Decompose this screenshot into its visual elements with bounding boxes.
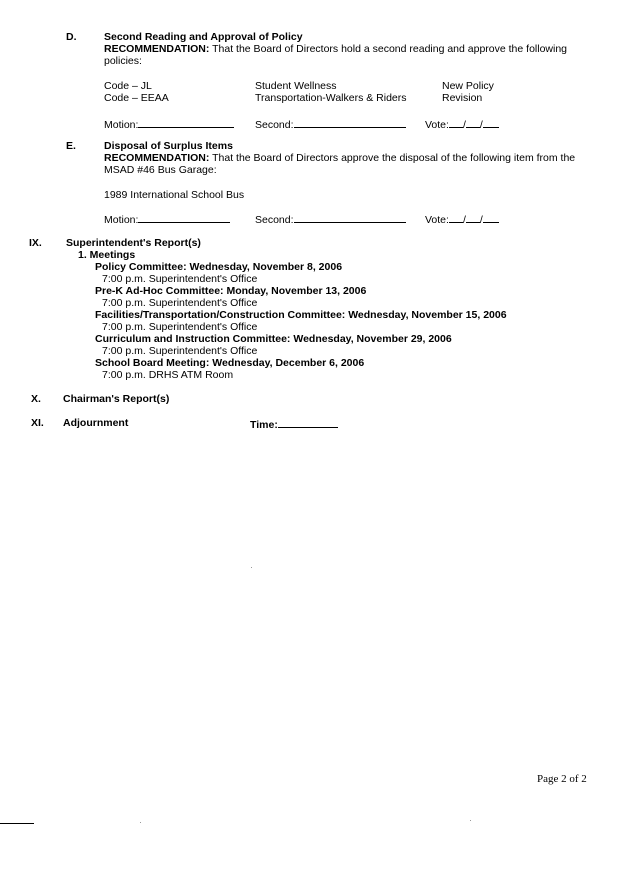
scan-mark [0,823,34,824]
meeting-detail: 7:00 p.m. Superintendent's Office [102,297,258,309]
meeting-title: Facilities/Transportation/Construction Committee: Wednesday, November 15, 2006 [95,309,507,321]
section-e-recommendation [104,152,575,164]
vote-separator: / [479,214,483,226]
motion-field [104,117,234,131]
scan-speck [251,567,252,568]
vote-separator: / [462,119,466,131]
second-blank [294,117,406,128]
meeting-detail: 7:00 p.m. Superintendent's Office [102,273,258,285]
second-field [255,212,406,226]
recommendation-label: RECOMMENDATION: [104,152,210,164]
page-number: Page 2 of 2 [537,773,587,785]
policy-status: New Policy [442,80,494,92]
vote-blank [449,117,463,128]
meeting-detail: 7:00 p.m. Superintendent's Office [102,321,258,333]
policy-name: Transportation-Walkers & Riders [255,92,407,104]
section-ix-numeral: IX. [29,237,42,249]
section-d-letter: D. [66,31,77,43]
policy-code: Code – JL [104,80,152,92]
vote-field [425,212,499,226]
section-d-recommendation [104,43,567,55]
motion-label: Motion: [104,214,139,226]
recommendation-label: RECOMMENDATION: [104,43,210,55]
section-x-title: Chairman's Report(s) [63,393,170,405]
motion-blank [138,117,234,128]
vote-label: Vote: [425,119,449,131]
vote-label: Vote: [425,214,449,226]
meeting-title: Policy Committee: Wednesday, November 8, 2006 [95,261,343,273]
recommendation-text: That the Board of Directors hold a second reading and approve the following [209,43,568,55]
section-xi-title: Adjournment [63,417,129,429]
section-d-recommendation-cont: policies: [104,55,142,67]
meetings-heading: 1. Meetings [78,249,136,261]
vote-separator: / [462,214,466,226]
vote-blank [466,117,480,128]
section-xi-numeral: XI. [31,417,44,429]
second-blank [294,212,406,223]
surplus-item: 1989 International School Bus [104,189,245,201]
section-x-numeral: X. [31,393,41,405]
policy-status: Revision [442,92,483,104]
vote-blank [449,212,463,223]
vote-blank [466,212,480,223]
meeting-title: Curriculum and Instruction Committee: Wednesday, November 29, 2006 [95,333,452,345]
section-e-title: Disposal of Surplus Items [104,140,233,152]
vote-separator: / [479,119,483,131]
meeting-title: Pre-K Ad-Hoc Committee: Monday, November 13, 2006 [95,285,367,297]
section-ix-title: Superintendent's Report(s) [66,237,201,249]
meeting-detail: 7:00 p.m. Superintendent's Office [102,345,258,357]
motion-blank [138,212,230,223]
time-field [250,417,338,431]
vote-blank [483,117,499,128]
meeting-title: School Board Meeting: Wednesday, December 6, 2006 [95,357,365,369]
vote-field [425,117,499,131]
vote-blank [483,212,499,223]
second-label: Second: [255,119,294,131]
meeting-detail: 7:00 p.m. DRHS ATM Room [102,369,234,381]
recommendation-text: That the Board of Directors approve the disposal of the following item from the [209,152,576,164]
second-label: Second: [255,214,294,226]
time-label: Time: [250,419,278,431]
section-e-letter: E. [66,140,76,152]
second-field [255,117,406,131]
motion-field [104,212,230,226]
policy-name: Student Wellness [255,80,337,92]
section-e-recommendation-cont: MSAD #46 Bus Garage: [104,164,217,176]
section-d-title: Second Reading and Approval of Policy [104,31,303,43]
time-blank [278,417,338,428]
scan-speck [470,820,471,821]
policy-code: Code – EEAA [104,92,169,104]
motion-label: Motion: [104,119,139,131]
scan-speck [140,822,141,823]
